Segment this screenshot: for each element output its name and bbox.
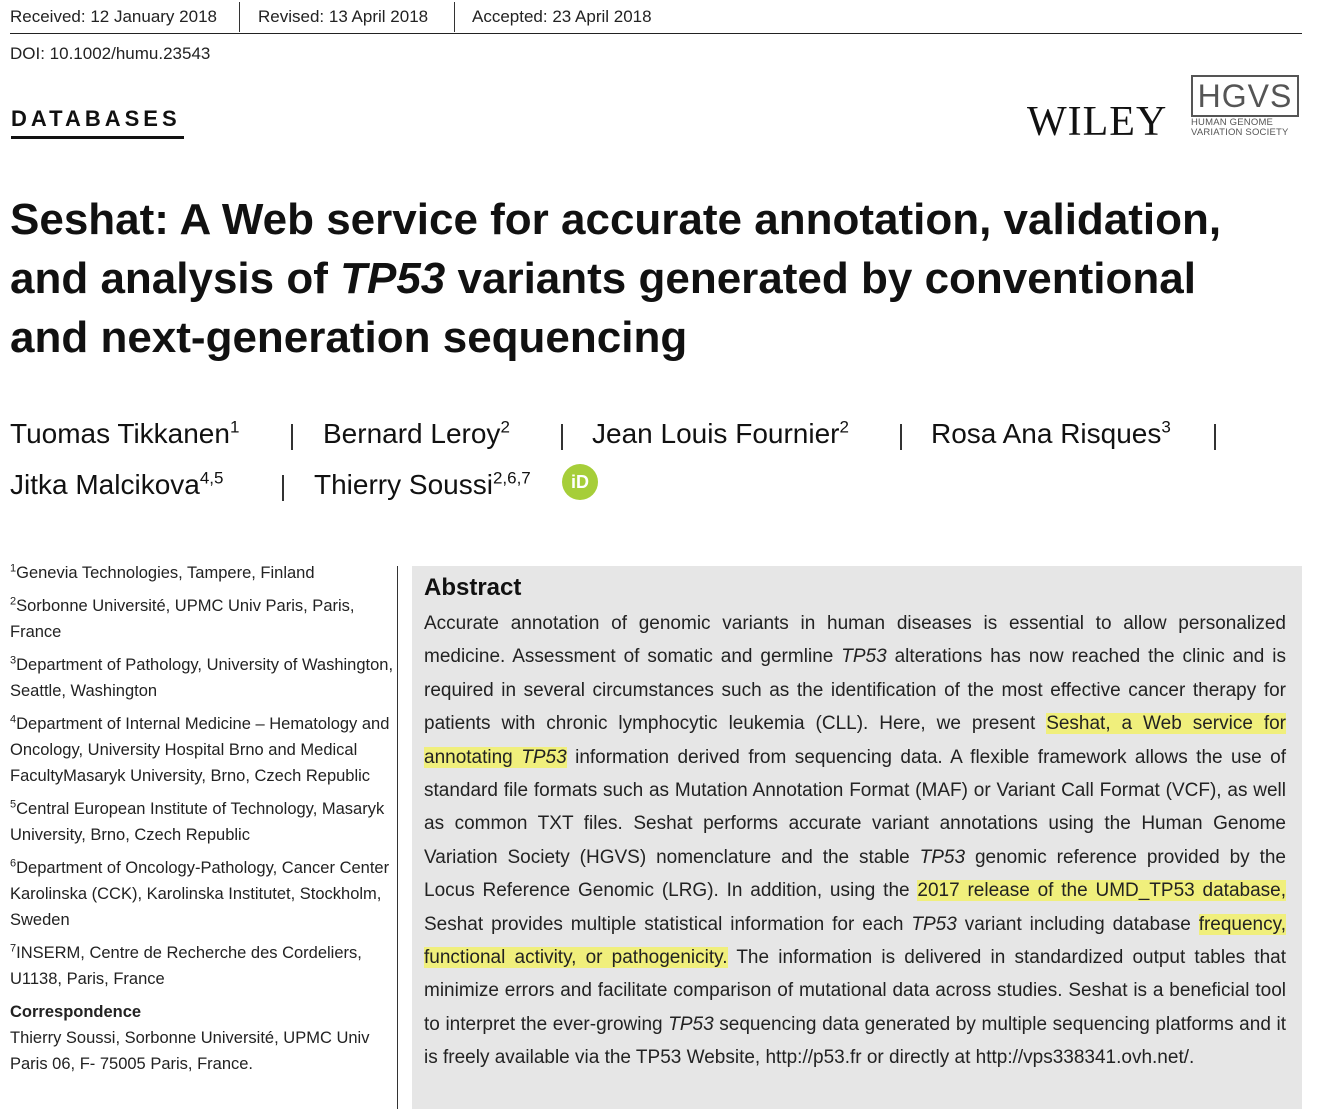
section-label: DATABASES — [11, 106, 181, 131]
gene-name: TP53 — [841, 646, 887, 668]
affiliation-item: $^4$Department of Internal Medicine – Hematology and Oncology, University Hospital Brno and Medical FacultyMasaryk University, Brno, Czech Republic — [10, 713, 390, 785]
affiliation-item: $^3$Department of Pathology, University of Washington, Seattle, Washington — [10, 654, 394, 700]
hgvs-subtitle-line: VARIATION SOCIETY — [1191, 127, 1289, 138]
author-name[interactable]: Bernard Leroy$^2$ — [323, 417, 510, 449]
author-name[interactable]: Jitka Malcikova$^{4,5}$ — [10, 468, 224, 500]
highlighted-text: frequency, functional activity, or pathogenicity. — [424, 913, 1286, 969]
author-affiliation-ref: 2 — [500, 417, 510, 437]
author-name[interactable]: Thierry Soussi$^{2,6,7}$ — [314, 468, 531, 500]
highlighted-text: Seshat, a Web service for annotating TP53 — [424, 713, 1286, 768]
affiliation-item: $^6$Department of Oncology-Pathology, Cancer Center Karolinska (CCK), Karolinska Institutet, Stockholm, Sweden — [10, 857, 390, 929]
author-divider — [291, 424, 293, 450]
wiley-logo[interactable]: WILEY — [1027, 99, 1168, 145]
highlighted-text: 2017 release of the UMD_TP53 database, — [917, 880, 1286, 902]
received-date: Received: 12 January 2018 — [10, 7, 217, 26]
title-line: variants generated by conventional — [445, 254, 1196, 303]
date-divider — [239, 2, 240, 32]
hgvs-subtitle-line: HUMAN GENOME — [1191, 117, 1274, 128]
hgvs-logo-mark: HGVS — [1191, 75, 1299, 117]
article-title — [10, 190, 1270, 367]
column-divider — [397, 566, 398, 1109]
title-line: and analysis of — [10, 254, 341, 303]
correspondence-heading: Correspondence — [10, 1003, 142, 1021]
affiliation-item: $^2$Sorbonne Université, UPMC Univ Paris, Paris, France — [10, 595, 355, 641]
title-line: and next-generation sequencing — [10, 313, 688, 362]
affiliation-item: $^1$Genevia Technologies, Tampere, Finland — [10, 562, 315, 582]
author-divider — [1214, 424, 1216, 450]
author-name[interactable]: Jean Louis Fournier$^2$ — [592, 417, 849, 449]
accepted-date: Accepted: 23 April 2018 — [472, 7, 652, 26]
hgvs-logo[interactable] — [1191, 75, 1299, 137]
abstract-text: Accurate annotation of genomic variants in human diseases is essential to allow personalized medicine. Assessment of somatic and germline TP53 alterations has now reached the clinic and is required in several circumstances such as the identification of the most effective cancer therapy for patients with chronic lymphocytic leukemia (CLL). Here, we present Seshat, a Web service for annotating TP53 information derived from sequencing data. A flexible framework allows the use of standard file formats such as Mutation Annotation Format (MAF) or Variant Call Format (VCF), as well as common TXT files. Seshat performs accurate variant annotations using the Human Genome Variation Society (HGVS) nomenclature and the stable TP53 genomic reference provided by the Locus Reference Genomic (LRG). In addition, using the 2017 release of the UMD_TP53 database, Seshat provides multiple statistical information for each TP53 variant including database frequency, functional activity, or pathogenicity. The information is delivered in standardized output tables that minimize errors and facilitate comparison of mutational data across studies. Seshat is a beneficial tool to interpret the ever-growing TP53 sequencing data generated by multiple sequencing platforms and it is freely available via the TP53 Website, http://p53.fr or directly at http://vps338341.ovh.net/. — [424, 613, 1287, 1069]
gene-name: TP53 — [668, 1013, 714, 1035]
orcid-icon[interactable]: iD — [562, 464, 598, 500]
author-affiliation-ref: 2,6,7 — [492, 468, 531, 488]
hgvs-logo-subtitle — [1191, 118, 1289, 138]
affiliation-item: $^5$Central European Institute of Technology, Masaryk University, Brno, Czech Republic — [10, 798, 385, 844]
affiliations — [10, 560, 395, 1077]
author-affiliation-ref: 4,5 — [199, 468, 224, 488]
title-line: Seshat: A Web service for accurate annotation, validation, — [10, 195, 1222, 244]
abstract-heading: Abstract — [424, 574, 522, 601]
author-name[interactable]: Tuomas Tikkanen$^1$ — [10, 417, 240, 449]
author-name[interactable]: Rosa Ana Risques$^3$ — [931, 417, 1171, 449]
revised-date: Revised: 13 April 2018 — [258, 7, 429, 26]
section-underline — [11, 136, 184, 139]
date-divider — [454, 2, 455, 32]
author-divider — [900, 424, 902, 450]
author-affiliation-ref: 3 — [1161, 417, 1171, 437]
title-gene: TP53 — [340, 254, 446, 303]
doi[interactable]: DOI: 10.1002/humu.23543 — [10, 44, 211, 63]
gene-name: TP53 — [919, 846, 966, 868]
publication-dates-bar — [10, 0, 1302, 34]
gene-name: TP53 — [911, 913, 957, 935]
author-divider — [282, 475, 284, 501]
author-affiliation-ref: 2 — [839, 417, 849, 437]
author-divider — [561, 424, 563, 450]
affiliation-item: $^7$INSERM, Centre de Recherche des Cordeliers, U1138, Paris, France — [10, 942, 362, 988]
abstract-box — [412, 566, 1302, 1109]
author-affiliation-ref: 1 — [229, 417, 240, 437]
correspondence-text: Thierry Soussi, Sorbonne Université, UPMC Univ Paris 06, F- 75005 Paris, France. — [10, 1029, 370, 1073]
